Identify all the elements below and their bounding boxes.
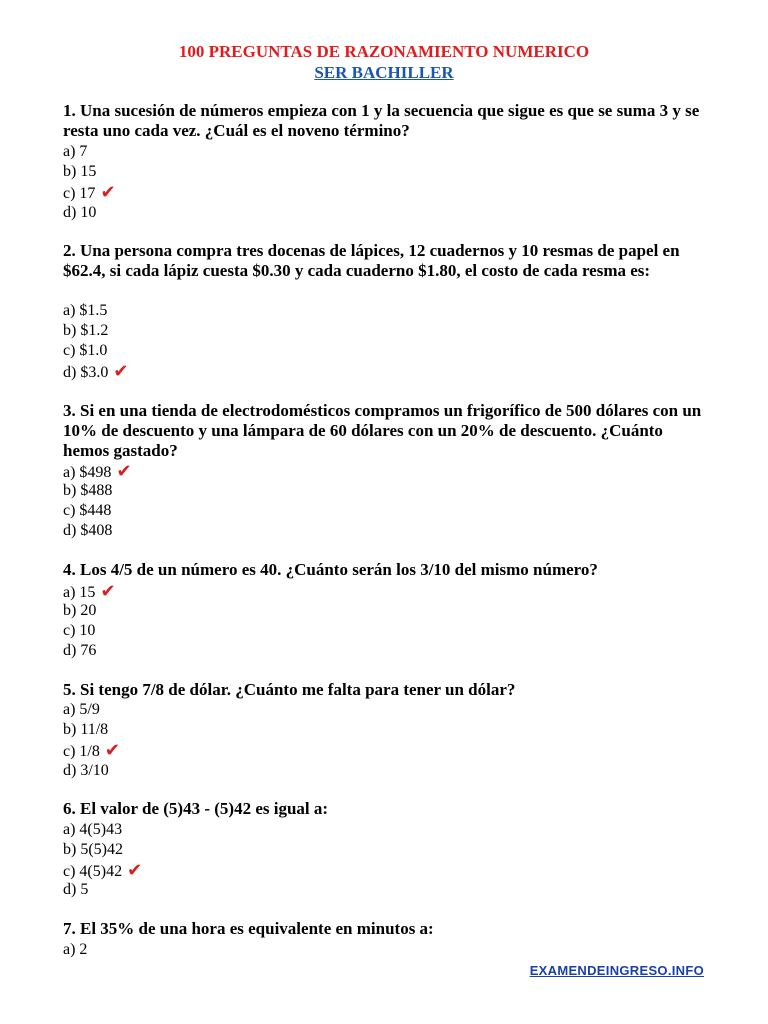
question-4-option-d: d) 76 <box>63 642 97 659</box>
option-label: c) 4(5)42 <box>63 863 123 880</box>
check-mark-icon: ✔ <box>113 361 129 381</box>
question-6-option-b: b) 5(5)42 <box>63 841 123 858</box>
question-5-option-a: a) 5/9 <box>63 701 100 718</box>
question-1-text: 1. Una sucesión de números empieza con 1 y la secuencia que sigue es que se suma 3 y se resta uno cada vez. ¿Cuál es el noveno término? <box>63 101 700 140</box>
option-label: a) $498 <box>63 464 112 481</box>
question-3-option-b: b) $488 <box>63 482 113 499</box>
question-7-option-a: a) 2 <box>63 941 88 958</box>
document-subtitle: SER BACHILLER <box>314 63 454 82</box>
check-mark-icon: ✔ <box>100 581 116 601</box>
question-5-option-c <box>63 740 120 762</box>
question-3-option-c: c) $448 <box>63 502 112 519</box>
question-7-text: 7. El 35% de una hora es equivalente en minutos a: <box>63 919 434 938</box>
question-6-text: 6. El valor de (5)43 - (5)42 es igual a: <box>63 799 329 818</box>
question-5-option-d: d) 3/10 <box>63 762 109 779</box>
question-4-option-b: b) 20 <box>63 602 97 619</box>
question-2-option-b: b) $1.2 <box>63 322 109 339</box>
question-1-option-a: a) 7 <box>63 143 88 160</box>
option-label: a) 15 <box>63 584 96 601</box>
question-6-option-a: a) 4(5)43 <box>63 821 123 838</box>
question-3-option-d: d) $408 <box>63 522 113 539</box>
question-2-text: 2. Una persona compra tres docenas de lápices, 12 cuadernos y 10 resmas de papel en $62.4, si cada lápiz cuesta $0.30 y cada cuaderno $1.80, el costo de cada resma es: <box>63 241 680 280</box>
question-5-text: 5. Si tengo 7/8 de dólar. ¿Cuánto me falta para tener un dólar? <box>63 680 516 699</box>
question-2-option-c: c) $1.0 <box>63 342 108 359</box>
question-4-option-c: c) 10 <box>63 622 96 639</box>
question-1-option-b: b) 15 <box>63 163 97 180</box>
question-5-option-b: b) 11/8 <box>63 721 109 738</box>
question-6-option-d: d) 5 <box>63 881 89 898</box>
option-label: d) $3.0 <box>63 364 109 381</box>
question-3-option-a <box>63 461 132 483</box>
question-2-option-a: a) $1.5 <box>63 302 108 319</box>
option-label: c) 17 <box>63 185 96 202</box>
check-mark-icon: ✔ <box>116 461 132 481</box>
footer-website-link[interactable]: EXAMENDEINGRESO.INFO <box>529 963 704 978</box>
check-mark-icon: ✔ <box>100 182 116 202</box>
check-mark-icon: ✔ <box>104 740 120 760</box>
question-6-option-c <box>63 860 142 882</box>
question-4-option-a <box>63 581 116 603</box>
question-2-option-d <box>63 361 128 383</box>
document-title: 100 PREGUNTAS DE RAZONAMIENTO NUMERICO <box>178 42 590 61</box>
question-1-option-d: d) 10 <box>63 204 97 221</box>
question-4-text: 4. Los 4/5 de un número es 40. ¿Cuánto serán los 3/10 del mismo número? <box>63 560 598 579</box>
check-mark-icon: ✔ <box>127 860 143 880</box>
question-3-text: 3. Si en una tienda de electrodomésticos compramos un frigorífico de 500 dólares con un 10% de descuento y una lámpara de 60 dólares con un 20% de descuento. ¿Cuánto hemos gastado? <box>63 401 702 460</box>
option-label: c) 1/8 <box>63 743 100 760</box>
question-1-option-c <box>63 182 116 204</box>
